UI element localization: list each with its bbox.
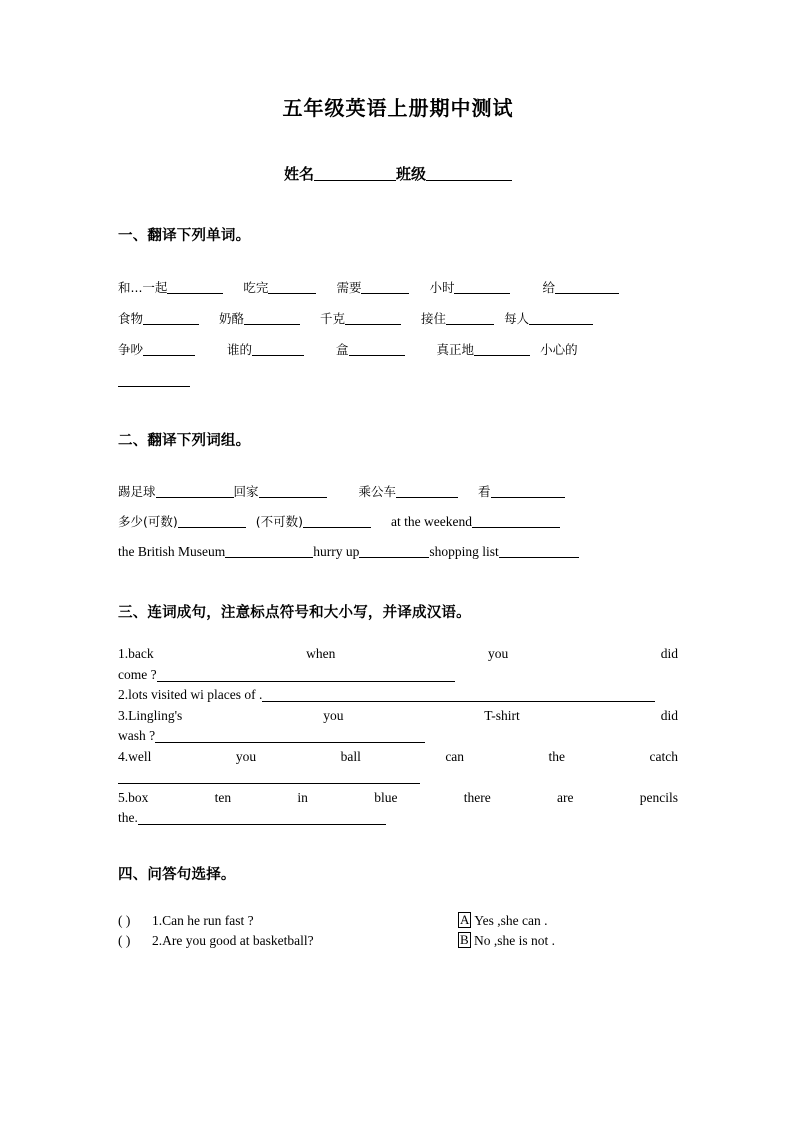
- class-label: 班级: [396, 165, 427, 183]
- scramble-item: [118, 747, 678, 788]
- word-term: 谁的: [227, 342, 253, 358]
- question-text: 1.Can he run fast ?: [152, 913, 254, 929]
- phrase-blank[interactable]: [225, 544, 313, 558]
- word-term: 奶酪: [219, 311, 245, 327]
- word-blank[interactable]: [361, 280, 409, 294]
- matching-answer[interactable]: [458, 911, 548, 931]
- name-blank[interactable]: [314, 165, 396, 181]
- phrase-term: 回家: [233, 483, 259, 499]
- word-row: [118, 334, 678, 365]
- option-letter-a: A: [460, 912, 470, 928]
- section-1-heading: 一、翻译下列单词。: [118, 228, 251, 244]
- scramble-tail-text: come ?: [118, 666, 157, 682]
- phrase-blank[interactable]: [396, 484, 458, 498]
- word-term: 吃完: [243, 280, 269, 296]
- answer-text: No ,she is not .: [474, 933, 556, 949]
- phrase-term: hurry up: [313, 543, 360, 559]
- word-blank[interactable]: [529, 311, 593, 325]
- scramble-words: 1.back when you did: [118, 646, 678, 662]
- word-blank[interactable]: [268, 280, 316, 294]
- matching-row: [118, 911, 678, 931]
- word-term: 千克: [320, 311, 346, 327]
- word-blank[interactable]: [118, 373, 190, 387]
- phrase-blank[interactable]: [499, 544, 579, 558]
- matching-question: [118, 931, 458, 951]
- answer-blank[interactable]: [157, 667, 455, 682]
- word-term: 真正地: [436, 342, 475, 358]
- question-text: 2.Are you good at basketball?: [152, 933, 314, 949]
- phrase-blank[interactable]: [359, 544, 429, 558]
- section-4-matching-list: [118, 884, 678, 951]
- section-3-heading: 三、连词成句，注意标点符号和大小写，并译成汉语。: [118, 604, 471, 621]
- section-3-sentence-list: [118, 622, 678, 829]
- phrase-term: 乘公车: [358, 483, 397, 499]
- scramble-item: [118, 788, 678, 829]
- word-blank[interactable]: [252, 342, 304, 356]
- section-1-word-list: [118, 245, 678, 396]
- scramble-tail-text: the.: [118, 810, 138, 826]
- phrase-blank[interactable]: [156, 484, 234, 498]
- section-2-heading: 二、翻译下列词组。: [118, 433, 251, 450]
- word-term: 和...一起: [118, 280, 168, 296]
- word-term: 小时: [429, 280, 455, 296]
- scramble-item: [118, 685, 678, 706]
- phrase-term: 踢足球: [118, 483, 156, 499]
- word-blank[interactable]: [143, 311, 199, 325]
- answer-text: Yes ,she can .: [474, 913, 548, 929]
- word-blank[interactable]: [474, 342, 530, 356]
- scramble-words: 3.Lingling's you T-shirt did: [118, 707, 678, 723]
- word-term: 争吵: [118, 342, 144, 358]
- phrase-term: 多少(可数): [118, 513, 178, 529]
- phrase-term: 看: [478, 483, 491, 499]
- scramble-words: [118, 685, 678, 706]
- section-2-phrase-list: [118, 451, 678, 567]
- phrase-term: (不可数): [255, 513, 304, 529]
- word-blank[interactable]: [349, 342, 405, 356]
- scramble-words: 4.well you ball can the catch: [118, 748, 678, 764]
- phrase-blank[interactable]: [303, 514, 371, 528]
- word-blank[interactable]: [454, 280, 510, 294]
- answer-blank[interactable]: [155, 728, 425, 743]
- phrase-blank[interactable]: [491, 484, 565, 498]
- word-term: 小心的: [540, 342, 578, 358]
- scramble-item: [118, 644, 678, 685]
- answer-blank[interactable]: [138, 810, 386, 825]
- phrase-blank[interactable]: [178, 514, 246, 528]
- class-blank[interactable]: [426, 165, 512, 181]
- answer-blank[interactable]: [262, 687, 655, 702]
- phrase-row: [118, 477, 678, 507]
- answer-paren[interactable]: ( ): [118, 913, 131, 929]
- word-blank[interactable]: [244, 311, 300, 325]
- word-term: 食物: [118, 311, 144, 327]
- name-label: 姓名: [283, 165, 314, 183]
- matching-answer[interactable]: [458, 931, 555, 951]
- phrase-blank[interactable]: [259, 484, 327, 498]
- scramble-words-cont: [118, 808, 678, 829]
- word-row-wrap: [118, 365, 678, 396]
- answer-blank[interactable]: [118, 769, 420, 784]
- scramble-words-cont: [118, 726, 678, 747]
- phrase-row: [118, 537, 678, 567]
- scramble-words: 5.box ten in blue there are pencils: [118, 789, 678, 805]
- student-info-line: [118, 120, 678, 184]
- scramble-text: 2.lots visited wi places of .: [118, 687, 263, 703]
- word-term: 给: [542, 280, 555, 296]
- phrase-term: the British Museum: [118, 543, 226, 559]
- page-title: 五年级英语上册期中测试: [282, 96, 514, 120]
- section-4-heading: 四、问答句选择。: [118, 866, 236, 883]
- word-blank[interactable]: [555, 280, 619, 294]
- word-blank[interactable]: [143, 342, 195, 356]
- matching-row: [118, 931, 678, 951]
- scramble-words-cont: [118, 767, 678, 788]
- word-blank[interactable]: [345, 311, 401, 325]
- scramble-words-cont: [118, 665, 678, 686]
- phrase-term: at the weekend: [391, 513, 472, 529]
- word-row: [118, 272, 678, 303]
- word-blank[interactable]: [446, 311, 494, 325]
- matching-question: [118, 911, 458, 931]
- phrase-blank[interactable]: [472, 514, 560, 528]
- phrase-term: shopping list: [429, 543, 499, 559]
- scramble-item: [118, 706, 678, 747]
- word-term: 接住: [421, 311, 447, 327]
- word-term: 盒: [336, 342, 349, 358]
- scramble-tail-text: wash ?: [118, 728, 156, 744]
- answer-paren[interactable]: ( ): [118, 933, 131, 949]
- word-blank[interactable]: [167, 280, 223, 294]
- option-letter-b: B: [460, 932, 469, 948]
- phrase-row: [118, 507, 678, 537]
- word-term: 需要: [336, 280, 362, 296]
- word-row: [118, 303, 678, 334]
- word-term: 每人: [504, 311, 530, 327]
